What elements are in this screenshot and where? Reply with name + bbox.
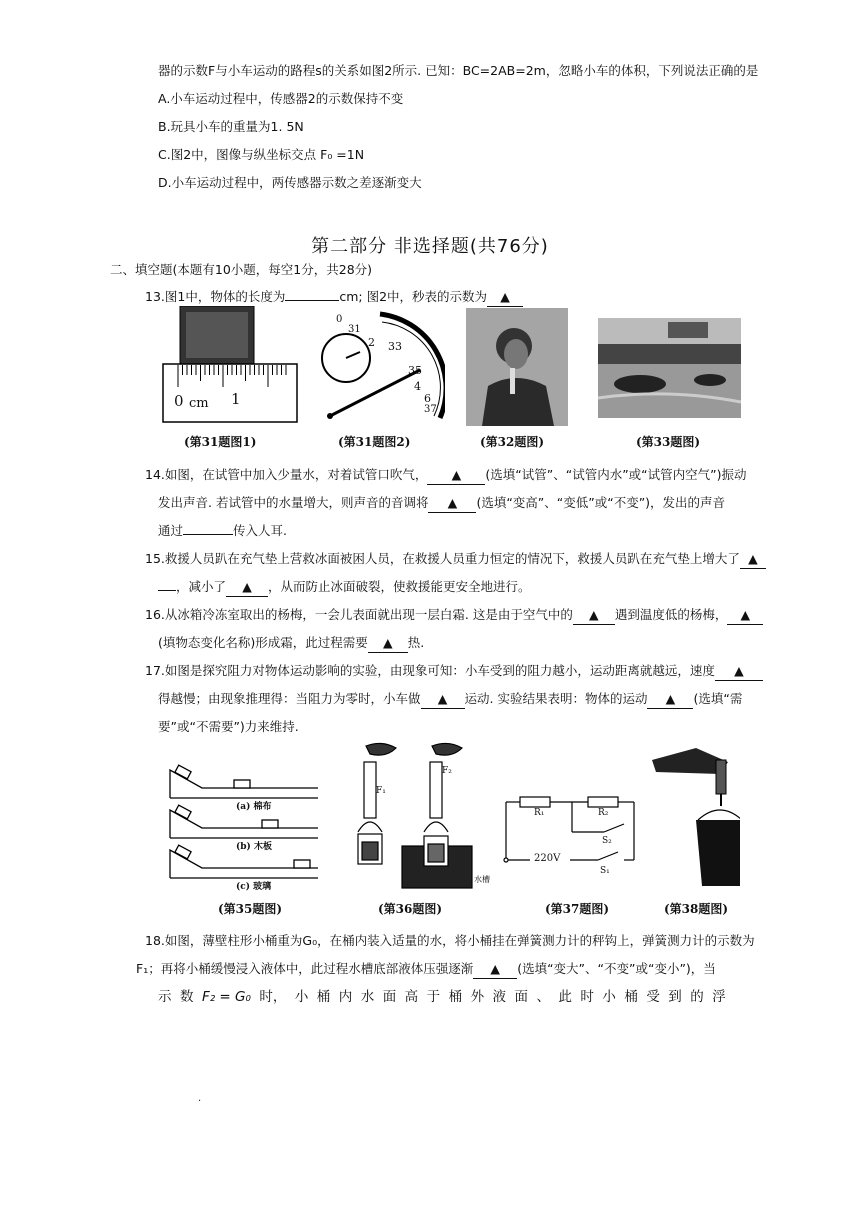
q17-part-b: 得越慢；由现象推理得：当阻力为零时，小车做 (158, 691, 421, 706)
q15-line-2 (158, 578, 531, 597)
q14-part-c: 发出声音. 若试管中的水量增大，则声音的音调将 (158, 495, 429, 510)
q18-char: 受 (646, 989, 660, 1005)
q18-line-2 (136, 960, 716, 979)
ice-rescue-photo (598, 318, 741, 418)
q15-blank-2: ▲ (226, 578, 268, 597)
circuit-figure (500, 794, 642, 880)
q18-char: 水 (360, 989, 375, 1005)
switch-s1-label: S₁ (600, 866, 610, 876)
caption-fig35: (第35题图) (218, 902, 283, 916)
q15-part-c: ，从而防止冰面破裂，使救援能更安全地进行。 (268, 579, 531, 594)
q14-line-3 (158, 522, 287, 540)
stopwatch-num-0: 0 (336, 314, 343, 325)
q14-part-b: (选填“试管”、“试管内水”或“试管内空气”)振动 (485, 467, 747, 482)
q18-char: 高 (404, 989, 419, 1005)
q16-part-c: (填物态变化名称)形成霜，此过程需要 (158, 635, 368, 650)
q17-part-d: (选填“需 (693, 691, 743, 706)
part2-title: 第二部分 非选择题(共76分) (311, 236, 549, 257)
ruler-unit-label: cm (189, 396, 209, 411)
q17-line-1 (145, 662, 763, 681)
q18-char: 面 (382, 989, 397, 1005)
q17-blank-1: ▲ (715, 662, 763, 681)
q18-part-c: (选填“变大”、“不变”或“变小”)，当 (517, 961, 716, 976)
q18-char: 面 (514, 989, 529, 1005)
q12-option-a: A.小车运动过程中，传感器2的示数保持不变 (158, 91, 404, 106)
q12-intro: 器的示数F与小车运动的路程s的关系如图2所示. 已知：BC=2AB=2m，忽略小车的体积，下列说法正确的是 (158, 63, 759, 78)
q17-line-3: 要”或“不需要”)力来维持. (158, 719, 299, 734)
pouring-figure (650, 746, 740, 896)
ramp-figure (168, 758, 320, 898)
q16-line-1 (145, 606, 763, 625)
q14-line-2 (158, 494, 725, 513)
spring-scale-figure (352, 742, 482, 892)
surface-label-b: (b) 木板 (236, 842, 272, 852)
force-label-f2: F₂ (442, 766, 452, 776)
q16-blank-1: ▲ (573, 606, 615, 625)
q18-blank-1: ▲ (473, 960, 517, 979)
caption-fig33: (第33题图) (636, 435, 701, 449)
surface-label-c: (c) 玻璃 (236, 882, 272, 892)
q18-char: 到 (668, 989, 682, 1005)
q12-option-b: B.玩具小车的重量为1. 5N (158, 119, 304, 134)
q15-line-1 (145, 550, 766, 569)
stopwatch-num-2: 2 (368, 336, 375, 349)
q14-part-a: 14.如图，在试管中加入少量水，对着试管口吹气， (145, 467, 428, 482)
stopwatch-num-37: 37 (424, 404, 437, 415)
ruler-one-label: 1 (231, 390, 241, 408)
q18-char: 的 (690, 989, 704, 1005)
q15-part-b: ，减小了 (176, 579, 227, 594)
q16-part-a: 16.从冰箱冷冻室取出的杨梅，一会儿表面就出现一层白霜. 这是由于空气中的 (145, 607, 573, 622)
surface-label-a: (a) 棉布 (236, 802, 272, 812)
q15-part-a: 15.救援人员趴在充气垫上营救冰面被困人员，在救援人员重力恒定的情况下，救援人员趴在充气垫上增大了 (145, 551, 740, 566)
caption-fig38: (第38题图) (664, 902, 729, 916)
q17-blank-2: ▲ (421, 690, 465, 709)
q18-char: 示 (158, 989, 172, 1005)
resistor-r2-label: R₂ (598, 808, 609, 818)
q18-part-b: F₁；再将小桶缓慢浸入液体中，此过程水槽底部液体压强逐渐 (136, 961, 474, 976)
student-photo (466, 308, 568, 426)
q13-part-a: 13.图1中，物体的长度为 (145, 289, 286, 304)
water-tank-label: 水槽 (474, 875, 490, 884)
q18-char: 小 (294, 989, 309, 1005)
q18-char: 数 (179, 989, 194, 1005)
q12-option-d: D.小车运动过程中，两传感器示数之差逐渐变大 (158, 175, 422, 190)
q14-line-1 (145, 466, 747, 485)
q15-blank-1: ▲ (740, 550, 766, 569)
q18-char: 桶 (448, 989, 463, 1005)
q18-char: 、 (536, 989, 550, 1005)
q18-line-3 (158, 988, 726, 1006)
q14-blank-2: ▲ (428, 494, 476, 513)
ruler-zero-label: 0 (174, 392, 184, 410)
switch-s2-label: S₂ (602, 836, 612, 846)
q18-char: 于 (426, 989, 441, 1005)
q14-blank-1: ▲ (427, 466, 485, 485)
q13-blank-1 (285, 300, 339, 301)
q14-blank-3 (183, 534, 233, 535)
q17-blank-3: ▲ (647, 690, 693, 709)
q18-char: 浮 (712, 989, 726, 1005)
q16-line-2 (158, 634, 424, 653)
footer-dot: . (198, 1093, 202, 1104)
q16-blank-2: ▲ (727, 606, 763, 625)
q14-part-e: 通过 (158, 523, 184, 538)
stopwatch-num-31: 31 (348, 324, 361, 335)
caption-fig31-2: (第31题图2) (338, 435, 411, 449)
q17-line-2 (158, 690, 742, 709)
section2-heading: 二、填空题(本题有10小题，每空1分，共28分) (110, 262, 373, 277)
resistor-r1-label: R₁ (534, 808, 545, 818)
q13-part-b: cm; 图2中，秒表的示数为 (339, 289, 488, 304)
q16-blank-3: ▲ (368, 634, 408, 653)
stopwatch-num-4: 4 (414, 380, 421, 393)
q17-part-a: 17.如图是探究阻力对物体运动影响的实验，由现象可知：小车受到的阻力越小，运动距离就越远，速度 (145, 663, 715, 678)
stopwatch-num-33: 33 (388, 340, 402, 353)
q18-char: 时 (580, 989, 594, 1005)
caption-fig31-1: (第31题图1) (184, 435, 257, 449)
stopwatch-num-35: 35 (408, 364, 422, 377)
q14-part-d: (选填“变高”、“变低”或“不变”)，发出的声音 (476, 495, 726, 510)
q15-blank-1-cont (158, 590, 176, 591)
q18-char: 此 (558, 989, 572, 1005)
q18-char: 桶 (624, 989, 638, 1005)
q18-line-1: 18.如图，薄壁柱形小桶重为G₀，在桶内装入适量的水，将小桶挂在弹簧测力计的秤钩上，弹簧测力计的示数为 (145, 933, 755, 948)
caption-fig36: (第36题图) (378, 902, 443, 916)
q18-char: 小 (602, 989, 616, 1005)
force-label-f1: F₁ (376, 786, 386, 796)
caption-fig37: (第37题图) (545, 902, 610, 916)
q18-char: 内 (338, 989, 353, 1005)
q14-part-f: 传入人耳. (233, 523, 287, 538)
q16-part-d: 热. (407, 635, 425, 650)
q13-text (145, 288, 523, 307)
stopwatch-num-6: 6 (424, 392, 431, 405)
q16-part-b: 遇到温度低的杨梅， (614, 607, 728, 622)
q18-char: 外 (470, 989, 485, 1005)
q13-blank-2: ▲ (487, 288, 523, 307)
q17-part-c: 运动. 实验结果表明：物体的运动 (464, 691, 648, 706)
q18-char: 桶 (316, 989, 331, 1005)
q18-char: F₂ = G₀ (201, 989, 251, 1005)
q12-option-c: C.图2中，图像与纵坐标交点 F₀ =1N (158, 147, 365, 162)
voltage-label: 220V (534, 853, 561, 864)
caption-fig32: (第32题图) (480, 435, 545, 449)
q18-char: 时， (259, 989, 287, 1005)
q18-char: 液 (492, 989, 507, 1005)
